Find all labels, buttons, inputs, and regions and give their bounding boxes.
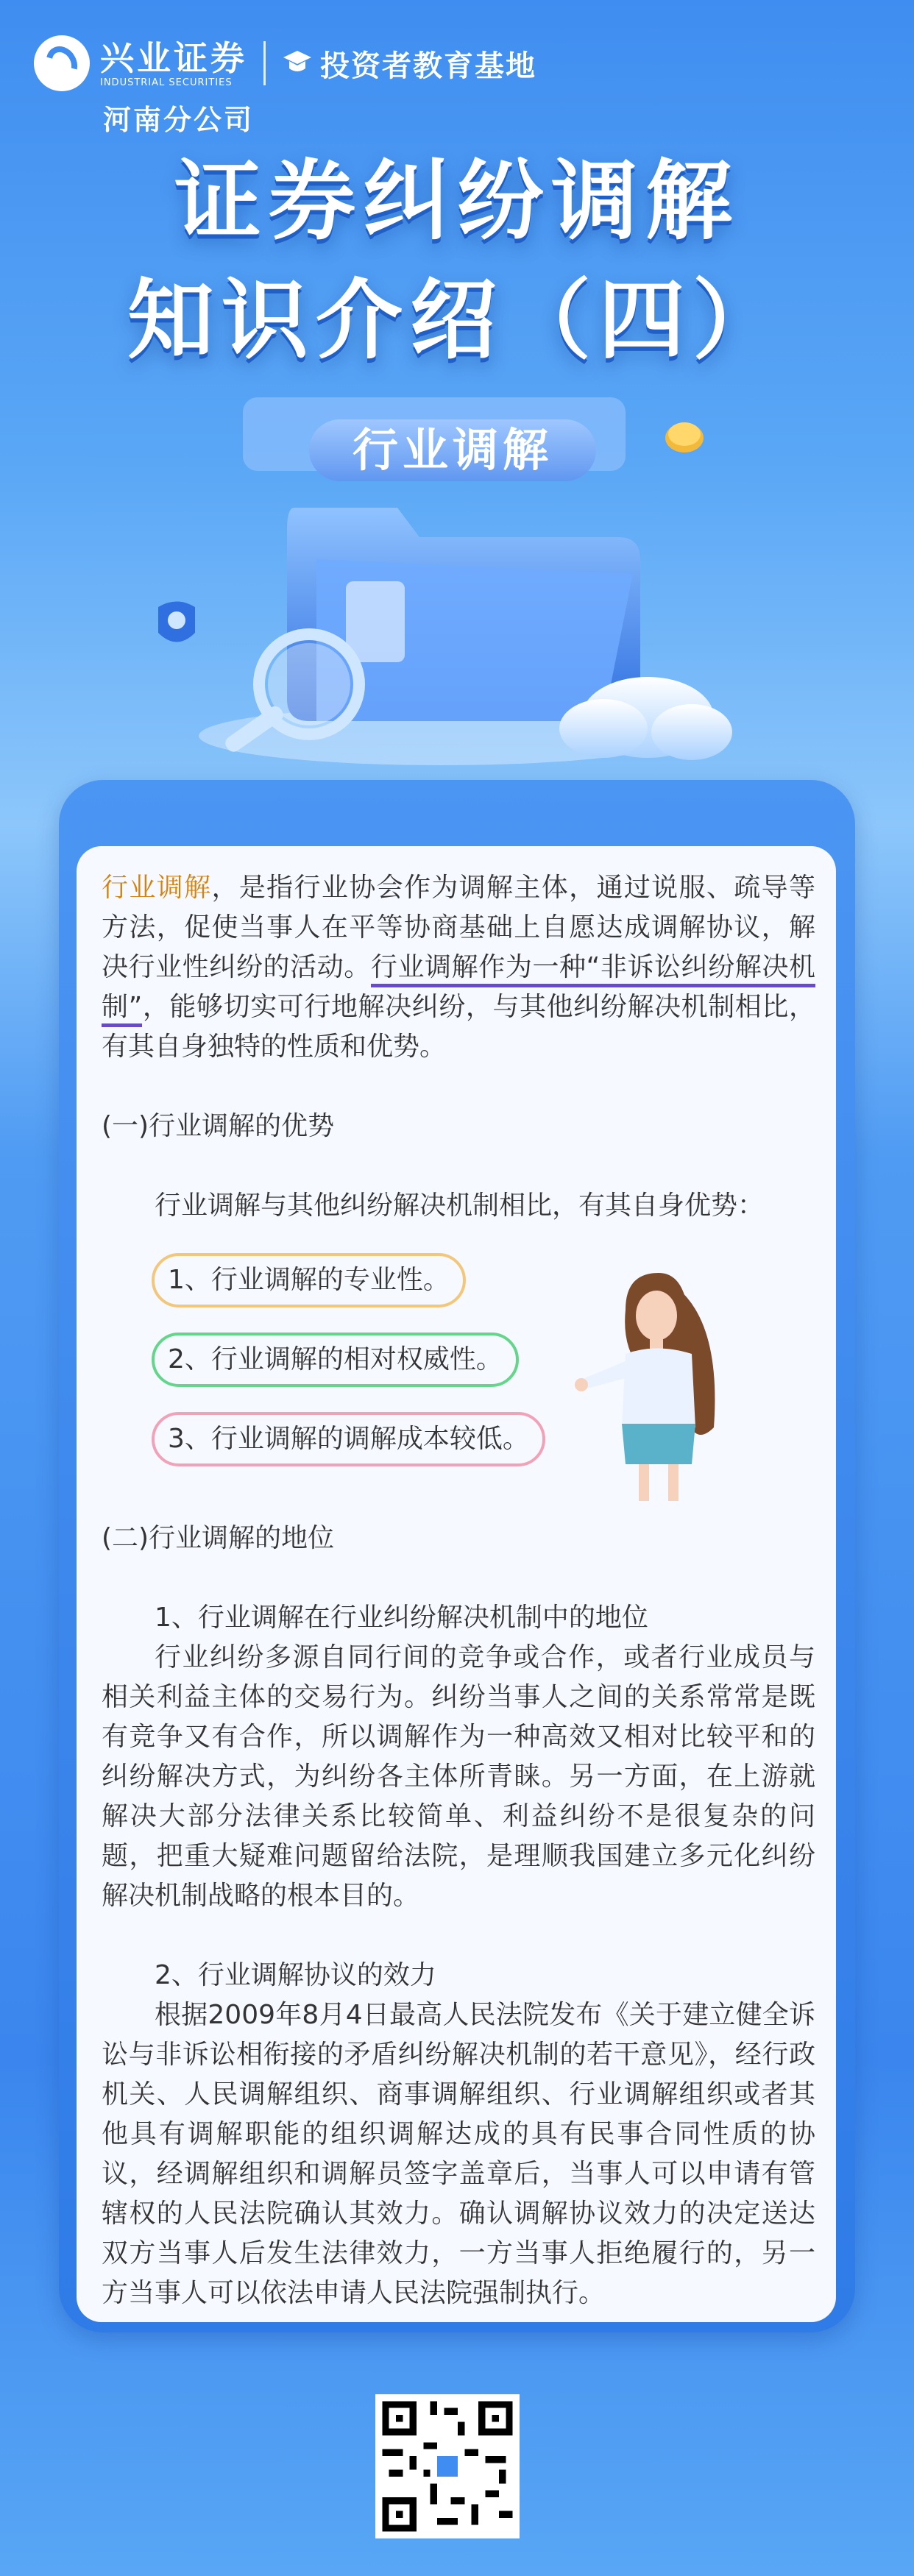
advantage-3: 3、行业调解的调解成本较低。 [152, 1412, 545, 1466]
section2-sub2-title: 2、行业调解协议的效力 [155, 1960, 436, 1990]
edu-base-label: 投资者教育基地 [320, 49, 536, 83]
section2-sub2-text: 根据2009年8月4日最高人民法院发布《关于建立健全诉讼与非诉讼相衔接的矛盾纠纷解决机制的若干意见》，经行政机关、人民调解组织、商事调解组织、行业调解组织或者其他具有调解职能的组织调解达成的具有民事合同性质的协议，经调解组织和调解员签字盖章后，当事人可以申请有管辖权的人民法院确认其效力。确认调解协议效力的决定送达双方当事人后发生法律效力，一方当事人拒绝履行的，另一方当事人可以依法申请人民法院强制执行。 [102, 2000, 815, 2308]
subtitle-pill: 行业调解 [309, 419, 596, 481]
main-title-line1: 证券纠纷调解 [174, 150, 740, 252]
section1-lead: 行业调解与其他纠纷解决机制相比，有其自身优势： [155, 1191, 765, 1221]
swirl-logo-icon [34, 35, 90, 91]
section1-heading: (一)行业调解的优势 [102, 1111, 335, 1141]
article-content [102, 868, 815, 2313]
section2-sub1-title: 1、行业调解在行业纠纷解决机制中的地位 [155, 1603, 648, 1633]
intro-underlined: 行业调解作为一种“非诉讼纠纷解决机制” [102, 952, 815, 1027]
section2-sub1-text: 行业纠纷多源自同行间的竞争或合作，或者行业成员与相关利益主体的交易行为。纠纷当事人之间的关系常常是既有竞争又有合作，所以调解作为一种高效又相对比较平和的纠纷解决方式，为纠纷各主体所青睐。另一方面，在上游就解决大部分法律关系比较简单、利益纠纷不是很复杂的问题，把重大疑难问题留给法院，是理顺我国建立多元化纠纷解决机制战略的根本目的。 [102, 1642, 815, 1911]
presenter-illustration [574, 1258, 743, 1508]
advantage-2: 2、行业调解的相对权威性。 [152, 1333, 519, 1387]
brand-name: 兴业证券 [100, 38, 247, 78]
main-title-line2: 知识介绍（四） [127, 269, 787, 371]
intro-text-2: ，能够切实可行地解决纠纷，与其他纠纷解决机制相比，有其自身独特的性质和优势。 [102, 992, 815, 1062]
graduation-cap-icon [282, 48, 313, 79]
intro-paragraph [102, 868, 815, 1067]
section2-heading: (二)行业调解的地位 [102, 1523, 335, 1553]
intro-term: 行业调解 [102, 873, 212, 903]
header-divider [263, 41, 266, 85]
brand-block [100, 39, 247, 88]
header-bar [34, 34, 536, 93]
qr-code-icon [375, 2394, 520, 2538]
brand-english: INDUSTRIAL SECURITIES [100, 77, 233, 88]
intro-text-1: ，是指行业协会作为调解主体，通过说服、疏导等方法，促使当事人在平等协商基础上自愿达成调解协议，解决行业性纠纷的活动。 [102, 873, 815, 982]
branch-name: 河南分公司 [103, 103, 255, 136]
advantage-1: 1、行业调解的专业性。 [152, 1253, 466, 1307]
